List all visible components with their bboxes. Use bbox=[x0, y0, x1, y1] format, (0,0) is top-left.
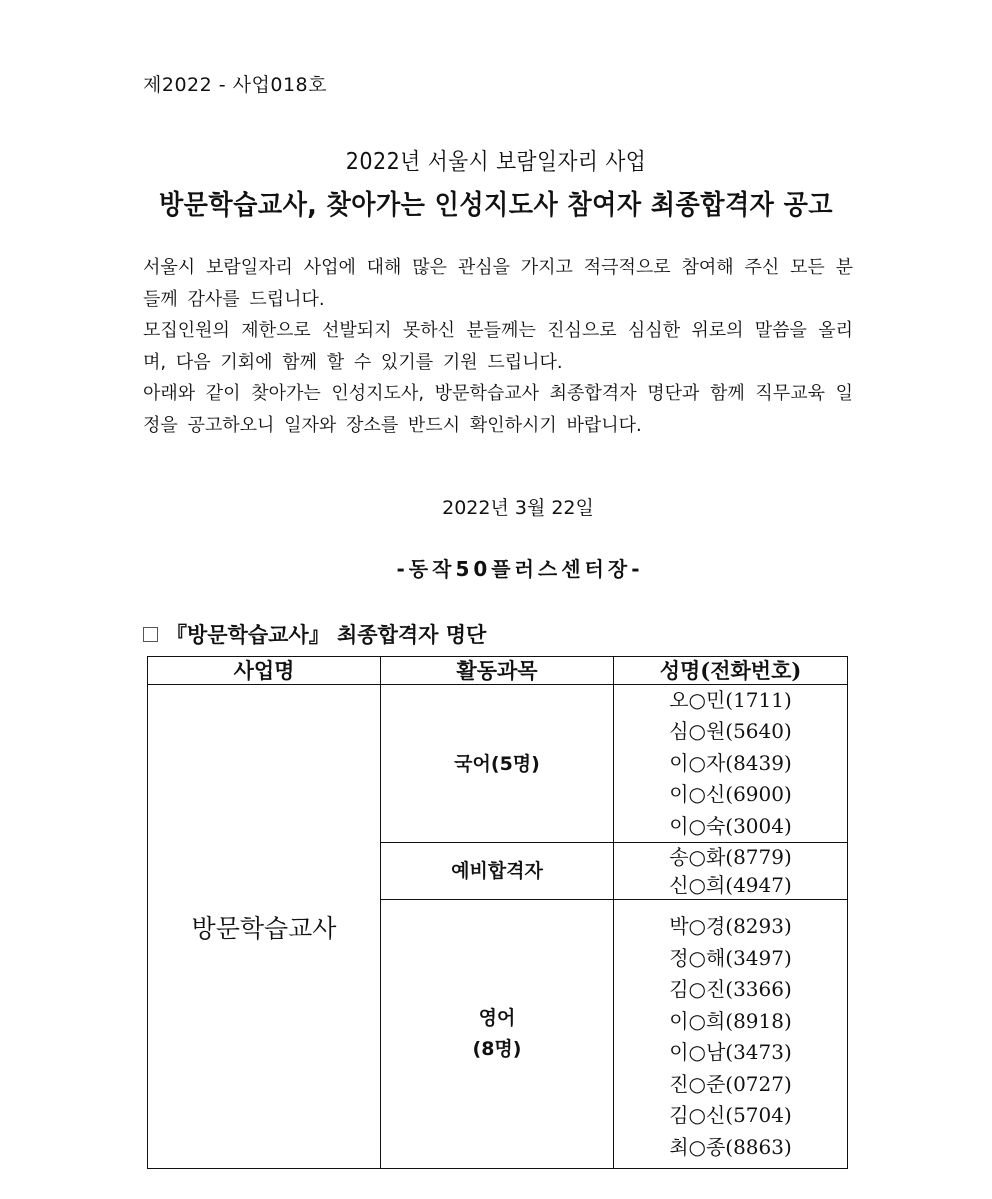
paragraph-condolence: 모집인원의 제한으로 선발되지 못하신 분들께는 진심으로 심심한 위로의 말씀을 올리며, 다음 기회에 함께 할 수 있기를 기원 드립니다. bbox=[143, 320, 853, 373]
candidate-entry: 신○희(4947) bbox=[669, 873, 792, 898]
business-name-cell: 방문학습교사 bbox=[148, 685, 381, 1169]
candidate-entry: 이○희(8918) bbox=[669, 1008, 792, 1033]
candidate-entry: 진○준(0727) bbox=[669, 1071, 792, 1096]
section-heading bbox=[143, 619, 486, 649]
section-heading-text: 『방문학습교사』 최종합격자 명단 bbox=[166, 623, 487, 647]
candidate-entry: 김○진(3366) bbox=[669, 977, 792, 1002]
subject-english-name: 영어 bbox=[478, 1007, 516, 1030]
candidate-entry: 박○경(8293) bbox=[669, 914, 792, 939]
candidate-entry: 이○남(3473) bbox=[669, 1040, 792, 1065]
announcement-date: 2022년 3월 22일 bbox=[442, 497, 594, 519]
title-line-2: 방문학습교사, 찾아가는 인성지도사 참여자 최종합격자 공고 bbox=[158, 190, 834, 221]
candidate-entry: 심○원(5640) bbox=[669, 719, 792, 744]
candidate-entry: 이○숙(3004) bbox=[669, 813, 792, 838]
title-line-1: 2022년 서울시 보람일자리 사업 bbox=[345, 149, 647, 175]
candidate-entry: 이○자(8439) bbox=[669, 750, 792, 775]
header-business-name: 사업명 bbox=[148, 657, 381, 685]
names-english bbox=[614, 900, 848, 1169]
announcement-body bbox=[143, 252, 853, 441]
candidate-entry: 최○종(8863) bbox=[669, 1134, 792, 1159]
final-candidates-table bbox=[147, 656, 848, 1169]
candidate-entry: 이○신(6900) bbox=[669, 782, 792, 807]
candidate-entry: 송○화(8779) bbox=[669, 845, 792, 870]
subject-reserve: 예비합격자 bbox=[381, 843, 614, 900]
paragraph-instructions: 아래와 같이 찾아가는 인성지도사, 방문학습교사 최종합격자 명단과 함께 직무교육 일정을 공고하오니 일자와 장소를 반드시 확인하시기 바랍니다. bbox=[143, 383, 853, 436]
subject-english bbox=[381, 900, 614, 1169]
header-subject: 활동과목 bbox=[381, 657, 614, 685]
paragraph-thanks: 서울시 보람일자리 사업에 대해 많은 관심을 가지고 적극적으로 참여해 주신 모든 분들께 감사를 드립니다. bbox=[143, 257, 853, 310]
issuer-name: -동작50플러스센터장- bbox=[396, 557, 644, 581]
document-number: 제2022 - 사업018호 bbox=[143, 74, 327, 96]
header-name-phone: 성명(전화번호) bbox=[614, 657, 848, 685]
names-reserve bbox=[614, 843, 848, 900]
names-korean bbox=[614, 685, 848, 843]
empty-square-icon bbox=[143, 627, 158, 642]
candidate-entry: 김○신(5704) bbox=[669, 1103, 792, 1128]
table-header-row bbox=[148, 657, 848, 685]
candidate-entry: 정○해(3497) bbox=[669, 945, 792, 970]
table-row-korean bbox=[148, 685, 848, 843]
subject-english-count: (8명) bbox=[472, 1038, 522, 1061]
candidate-entry: 오○민(1711) bbox=[669, 688, 792, 712]
subject-korean: 국어(5명) bbox=[381, 685, 614, 843]
